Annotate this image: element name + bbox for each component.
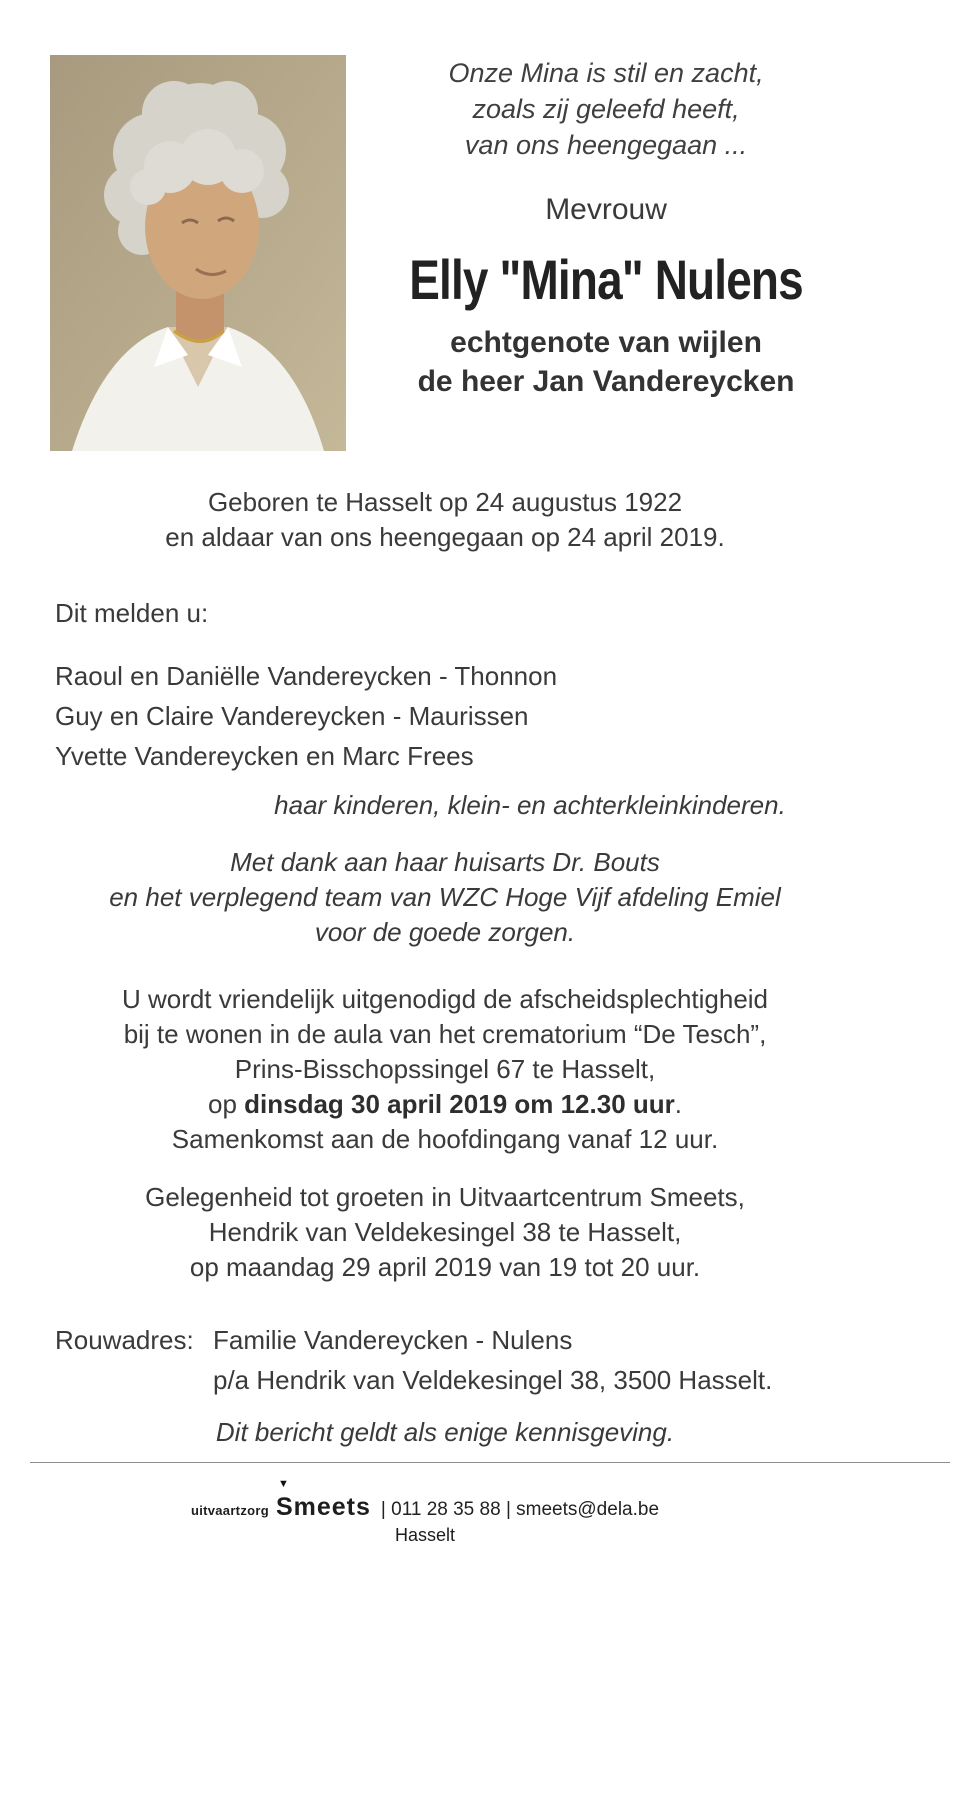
mourning-address-line: p/a Hendrik van Veldekesingel 38, 3500 Hasselt. [213, 1365, 773, 1395]
spouse-block [366, 323, 846, 401]
visitation-block [55, 1180, 835, 1285]
relation-line: haar kinderen, klein- en achterkleinkinderen. [274, 790, 786, 820]
deceased-name: Elly "Mina" Nulens [409, 248, 803, 311]
spouse-line: de heer Jan Vandereycken [417, 365, 795, 398]
ceremony-line: U wordt vriendelijk uitgenodigd de afscheidsplechtigheid [121, 984, 769, 1014]
family-line: Guy en Claire Vandereycken - Maurissen [55, 701, 529, 731]
ceremony-line: bij te wonen in de aula van het crematorium “De Tesch”, [123, 1019, 767, 1049]
footer [0, 1478, 980, 1546]
brand-name: Smeets [275, 1493, 371, 1521]
brand-line [0, 1478, 850, 1522]
portrait-illustration [50, 55, 346, 451]
header-section [0, 55, 980, 451]
ceremony-date-line [55, 1087, 835, 1122]
thanks-line: voor de goede zorgen. [314, 917, 576, 947]
footer-city: Hasselt [394, 1525, 456, 1545]
brand-name-wrap [275, 1478, 371, 1522]
ceremony-line: Prins-Bisschopssingel 67 te Hasselt, [234, 1054, 656, 1084]
footer-contact: | 011 28 35 88 | smeets@dela.be [380, 1499, 660, 1520]
header-text-column [346, 55, 980, 451]
brand-triangle-icon: ▼ [277, 1478, 289, 1490]
visitation-line: Gelegenheid tot groeten in Uitvaartcentrum Smeets, [145, 1182, 745, 1212]
thanks-block [55, 845, 835, 950]
thanks-line: Met dank aan haar huisarts Dr. Bouts [230, 847, 660, 877]
announcement-intro: Dit melden u: [55, 598, 209, 628]
salutation: Mevrouw [545, 193, 667, 226]
visitation-line: Hendrik van Veldekesingel 38 te Hasselt, [208, 1217, 682, 1247]
thanks-line: en het verplegend team van WZC Hoge Vijf afdeling Emiel [109, 882, 781, 912]
death-line: en aldaar van ons heengegaan op 24 april 2019. [165, 522, 725, 552]
ceremony-date-prefix: op [207, 1089, 245, 1119]
announcement-body [0, 485, 980, 1450]
mourning-address-label: Rouwadres: [55, 1325, 194, 1355]
ceremony-date: dinsdag 30 april 2019 om 12.30 uur [244, 1089, 675, 1119]
brand-prefix: uitvaartzorg [190, 1503, 269, 1518]
epigraph-line: Onze Mina is stil en zacht, [448, 58, 764, 88]
final-notice: Dit bericht geldt als enige kennisgeving. [215, 1417, 675, 1447]
visitation-line: op maandag 29 april 2019 van 19 tot 20 uur. [189, 1252, 701, 1282]
birth-line: Geboren te Hasselt op 24 augustus 1922 [207, 487, 683, 517]
footer-divider [30, 1462, 950, 1463]
epigraph-line: van ons heengegaan ... [464, 130, 748, 160]
ceremony-block [55, 982, 835, 1157]
family-list [55, 656, 835, 776]
family-line: Raoul en Daniëlle Vandereycken - Thonnon [55, 661, 558, 691]
ceremony-date-suffix: . [674, 1089, 682, 1119]
epigraph [366, 55, 846, 163]
portrait-photo [50, 55, 346, 451]
mourning-address [55, 1320, 835, 1400]
gathering-line: Samenkomst aan de hoofdingang vanaf 12 uur. [171, 1124, 719, 1154]
mourning-address-lines [213, 1320, 772, 1400]
epigraph-line: zoals zij geleefd heeft, [472, 94, 740, 124]
spouse-line: echtgenote van wijlen [450, 326, 762, 359]
mourning-address-line: Familie Vandereycken - Nulens [213, 1325, 573, 1355]
family-line: Yvette Vandereycken en Marc Frees [55, 741, 474, 771]
life-dates [55, 485, 835, 555]
